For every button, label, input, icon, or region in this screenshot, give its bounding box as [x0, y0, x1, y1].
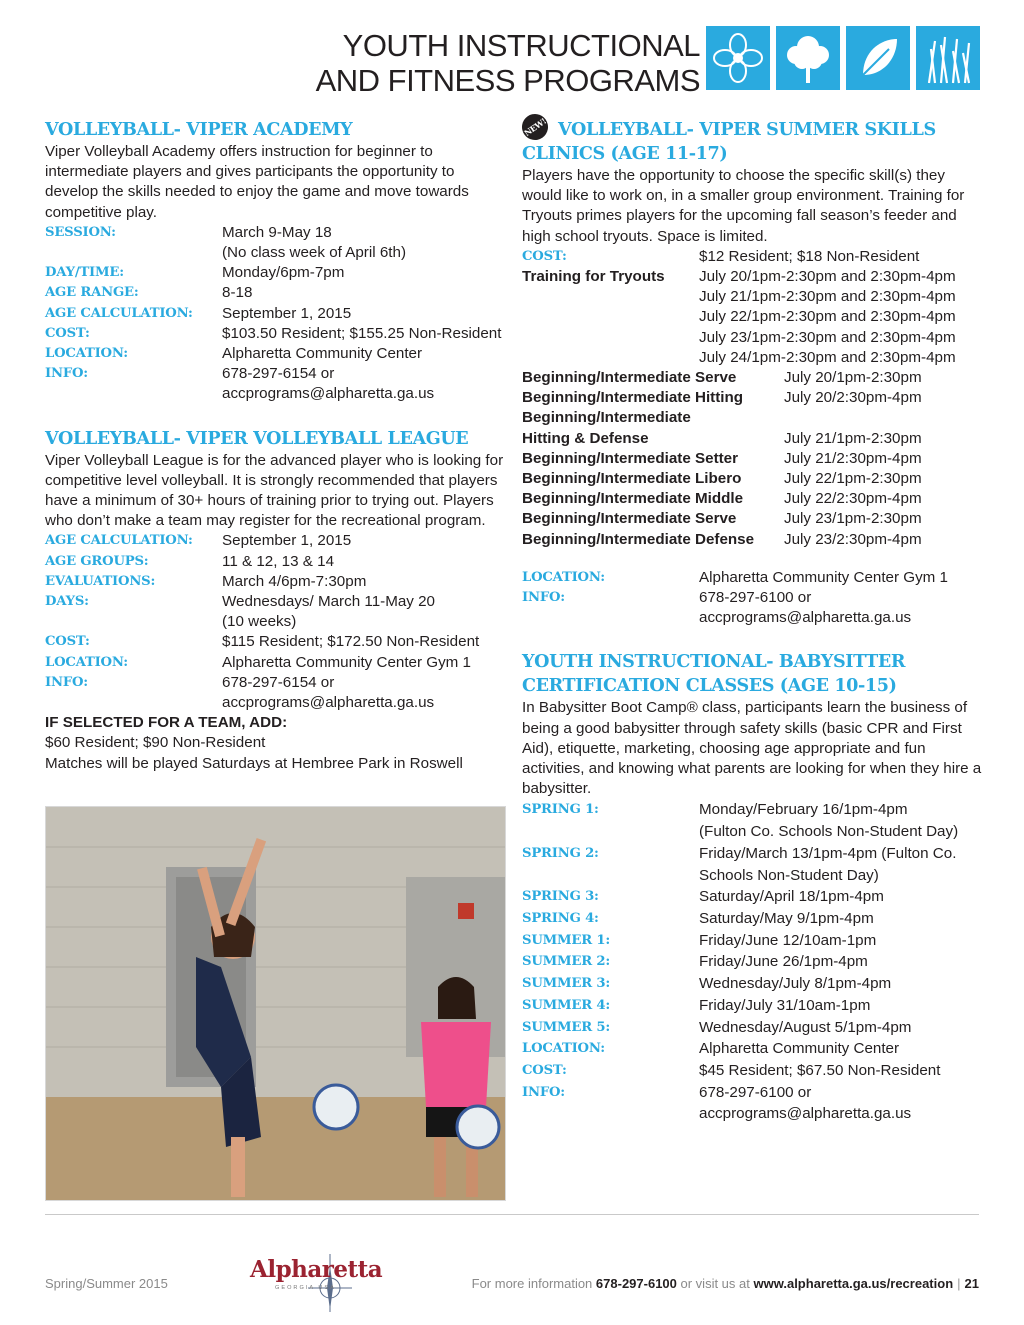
- league-title: VOLLEYBALL- VIPER VOLLEYBALL LEAGUE: [45, 427, 469, 449]
- academy-info-email[interactable]: accprograms@alpharetta.ga.us: [222, 385, 435, 403]
- skill-date: July 20/2:30pm-4pm: [784, 389, 922, 407]
- tryouts-date: July 21/1pm-2:30pm and 2:30pm-4pm: [699, 288, 956, 306]
- skill-date: [784, 408, 982, 428]
- clinics-title-line2: CLINICS (AGE 11-17): [522, 143, 728, 164]
- league-calc-label: AGE CALCULATION:: [45, 533, 193, 549]
- babysitter-schedule: [522, 799, 982, 1125]
- schedule-label: SPRING 4:: [522, 911, 599, 926]
- leaf-icon: [846, 26, 910, 90]
- league-info-email[interactable]: accprograms@alpharetta.ga.us: [222, 694, 435, 712]
- schedule-value: Alpharetta Community Center: [699, 1040, 900, 1058]
- footer-phone[interactable]: 678-297-6100: [595, 1276, 677, 1291]
- skill-name: Beginning/Intermediate Serve: [522, 510, 737, 528]
- league-cost-label: COST:: [45, 634, 90, 650]
- tryouts-date: July 24/1pm-2:30pm and 2:30pm-4pm: [699, 348, 956, 366]
- league-team-matches: Matches will be played Saturdays at Hembree Park in Roswell: [45, 754, 463, 772]
- schedule-label: [522, 865, 699, 887]
- academy-cost-value: $103.50 Resident; $155.25 Non-Resident: [222, 324, 502, 342]
- tryouts-date: July 23/1pm-2:30pm and 2:30pm-4pm: [699, 328, 956, 346]
- schedule-value: Friday/March 13/1pm-4pm (Fulton Co.: [699, 844, 957, 862]
- clinics-contact: [522, 568, 982, 629]
- clinics-cost-value: $12 Resident; $18 Non-Resident: [699, 247, 920, 265]
- league-days-label: DAYS:: [45, 594, 89, 610]
- league-eval-label: EVALUATIONS:: [45, 573, 156, 589]
- clinics-cost-label: COST:: [522, 248, 567, 264]
- schedule-label: SUMMER 3:: [522, 976, 611, 992]
- academy-title: VOLLEYBALL- VIPER ACADEMY: [45, 119, 353, 140]
- skill-date: July 22/2:30pm-4pm: [784, 490, 922, 508]
- schedule-value: Monday/February 16/1pm-4pm: [699, 801, 908, 819]
- grass-icon: [916, 26, 980, 90]
- league-details: [45, 531, 507, 713]
- league-team-cost: $60 Resident; $90 Non-Resident: [45, 734, 266, 752]
- footer-divider: [45, 1214, 979, 1215]
- schedule-value: (Fulton Co. Schools Non-Student Day): [699, 823, 959, 841]
- academy-session-value: March 9-May 18: [222, 223, 332, 241]
- babysitter-description: In Babysitter Boot Camp® class, participants learn the business of being a good babysitter through safety skills (basic CPR and First Aid), etiquette, marketing, choosing age appropriate and fun activities, and knowing what parents are looking for when they hire a babysitter.: [522, 699, 982, 798]
- academy-location-value: Alpharetta Community Center: [222, 345, 423, 363]
- schedule-value: $45 Resident; $67.50 Non-Resident: [699, 1061, 941, 1079]
- skill-name: Beginning/Intermediate Defense: [522, 530, 755, 548]
- league-cost-value: $115 Resident; $172.50 Non-Resident: [222, 633, 480, 651]
- schedule-label: SPRING 2:: [522, 845, 599, 861]
- header-icons: [706, 26, 980, 90]
- league-team-title: IF SELECTED FOR A TEAM, ADD:: [45, 714, 288, 732]
- skill-date: July 23/1pm-2:30pm: [784, 510, 922, 528]
- academy-calc-value: September 1, 2015: [222, 304, 352, 322]
- schedule-value: Friday/July 31/10am-1pm: [699, 996, 871, 1014]
- page-title-line2: AND FITNESS PROGRAMS: [315, 63, 700, 98]
- skill-date: July 20/1pm-2:30pm: [784, 369, 922, 387]
- footer-info-mid: or visit us at: [680, 1276, 750, 1291]
- schedule-label: [522, 1103, 699, 1125]
- skill-date: July 23/2:30pm-4pm: [784, 530, 922, 548]
- league-location-label: LOCATION:: [45, 654, 128, 670]
- academy-age-label: AGE RANGE:: [45, 285, 139, 301]
- tree-icon: [776, 26, 840, 90]
- page-title: [316, 28, 700, 98]
- academy-session-note: (No class week of April 6th): [222, 244, 407, 262]
- league-eval-value: March 4/6pm-7:30pm: [222, 572, 367, 590]
- volleyball-photo: [45, 806, 506, 1201]
- skill-name: Hitting & Defense: [522, 429, 649, 447]
- schedule-label: LOCATION:: [522, 1041, 605, 1057]
- league-info-phone: 678-297-6154 or: [222, 673, 335, 691]
- clinics-description: Players have the opportunity to choose the specific skill(s) they would like to work on, in a smaller group environment. Training for Tryouts primes players for the upcoming fall season’s feeder and high school tryouts. Space is limited.: [522, 167, 965, 245]
- academy-day-label: DAY/TIME:: [45, 265, 124, 281]
- clinics-location-label: LOCATION:: [522, 569, 605, 585]
- academy-session-label: SESSION:: [45, 224, 116, 240]
- clinics-tryouts: [522, 267, 982, 368]
- skill-name: Beginning/Intermediate Libero: [522, 470, 742, 488]
- league-description: Viper Volleyball League is for the advanced player who is looking for competitive level volleyball. It is strongly recommended that players have a minimum of 30+ hours of training prior to trying out. Players who don’t make a team may register for the recreational program.: [45, 451, 504, 530]
- footer-info: [472, 1276, 979, 1291]
- skill-date: July 22/1pm-2:30pm: [784, 470, 922, 488]
- babysitter-info-email[interactable]: accprograms@alpharetta.ga.us: [699, 1105, 912, 1123]
- schedule-label: SPRING 1:: [522, 802, 599, 818]
- skill-name: Beginning/Intermediate Middle: [522, 490, 744, 508]
- schedule-value: 678-297-6100 or: [699, 1083, 812, 1101]
- schedule-label: SUMMER 4:: [522, 997, 611, 1013]
- clinics-info-email[interactable]: accprograms@alpharetta.ga.us: [699, 609, 912, 627]
- clinics-cost: [522, 247, 982, 267]
- tryouts-date: July 20/1pm-2:30pm and 2:30pm-4pm: [699, 268, 956, 286]
- schedule-value: Schools Non-Student Day): [699, 866, 879, 884]
- flower-icon: [706, 26, 770, 90]
- clinics-title-line1: VOLLEYBALL- VIPER SUMMER SKILLS: [558, 119, 936, 140]
- academy-calc-label: AGE CALCULATION:: [45, 305, 193, 321]
- academy-info-label: INFO:: [45, 366, 88, 382]
- clinics-info-phone: 678-297-6100 or: [699, 589, 812, 607]
- footer-url-link[interactable]: www.alpharetta.ga.us/recreation: [753, 1276, 954, 1291]
- alpharetta-logo: Alpharetta: [250, 1256, 383, 1283]
- academy-location-label: LOCATION:: [45, 346, 128, 362]
- footer-separator: |: [957, 1276, 961, 1291]
- schedule-label: COST:: [522, 1062, 567, 1078]
- left-column: [45, 118, 507, 774]
- academy-day-value: Monday/6pm-7pm: [222, 264, 345, 282]
- schedule-value: Friday/June 12/10am-1pm: [699, 931, 877, 949]
- skill-name: Beginning/Intermediate Hitting: [522, 389, 744, 407]
- footer-season: Spring/Summer 2015: [45, 1276, 168, 1291]
- league-location-value: Alpharetta Community Center Gym 1: [222, 653, 471, 671]
- schedule-label: SUMMER 1:: [522, 932, 611, 948]
- schedule-value: Wednesday/August 5/1pm-4pm: [699, 1018, 912, 1036]
- clinics-location-value: Alpharetta Community Center Gym 1: [699, 568, 948, 586]
- skill-date: July 21/2:30pm-4pm: [784, 449, 922, 467]
- league-calc-value: September 1, 2015: [222, 532, 352, 550]
- schedule-label: SPRING 3:: [522, 889, 599, 905]
- schedule-value: Wednesday/July 8/1pm-4pm: [699, 975, 892, 993]
- schedule-label: SUMMER 2:: [522, 954, 611, 970]
- league-groups-label: AGE GROUPS:: [45, 553, 149, 569]
- academy-cost-label: COST:: [45, 325, 90, 341]
- clinics-title: [522, 115, 982, 142]
- babysitter-title-line2: CERTIFICATION CLASSES (AGE 10-15): [522, 675, 897, 697]
- schedule-label: SUMMER 5:: [522, 1019, 611, 1035]
- page-title-line1: YOUTH INSTRUCTIONAL: [342, 28, 700, 63]
- tryouts-label: Training for Tryouts: [522, 268, 665, 286]
- skill-name: Beginning/Intermediate Serve: [522, 369, 737, 387]
- alpharetta-logo-subtitle: GEORGIA USA: [275, 1285, 336, 1291]
- academy-description: Viper Volleyball Academy offers instruction for beginner to intermediate players and gives participants the opportunity to develop the skills needed to enjoy the game and move towards competitive play.: [45, 143, 469, 221]
- league-days-value: Wednesdays/ March 11-May 20: [222, 593, 436, 611]
- clinics-skills: [522, 368, 982, 550]
- skill-name: Beginning/Intermediate: [522, 409, 691, 427]
- page-number: 21: [964, 1276, 979, 1291]
- skill-name: Beginning/Intermediate Setter: [522, 449, 739, 467]
- schedule-value: Saturday/May 9/1pm-4pm: [699, 910, 874, 927]
- academy-info-phone: 678-297-6154 or: [222, 365, 335, 383]
- league-info-label: INFO:: [45, 674, 88, 690]
- league-groups-value: 11 & 12, 13 & 14: [222, 552, 335, 570]
- schedule-label: INFO:: [522, 1084, 565, 1100]
- new-badge: NEW!: [517, 109, 553, 145]
- babysitter-title-line1: YOUTH INSTRUCTIONAL- BABYSITTER: [522, 651, 906, 673]
- schedule-label: [522, 821, 699, 843]
- academy-details: [45, 223, 507, 405]
- schedule-value: Friday/June 26/1pm-4pm: [699, 953, 868, 971]
- schedule-value: Saturday/April 18/1pm-4pm: [699, 888, 884, 906]
- clinics-info-label: INFO:: [522, 590, 565, 606]
- right-column: [522, 115, 982, 1125]
- league-days-note: (10 weeks): [222, 613, 297, 631]
- academy-age-value: 8-18: [222, 284, 253, 302]
- tryouts-date: July 22/1pm-2:30pm and 2:30pm-4pm: [699, 308, 956, 326]
- footer-info-prefix: For more information: [471, 1276, 593, 1291]
- skill-date: July 21/1pm-2:30pm: [784, 429, 922, 447]
